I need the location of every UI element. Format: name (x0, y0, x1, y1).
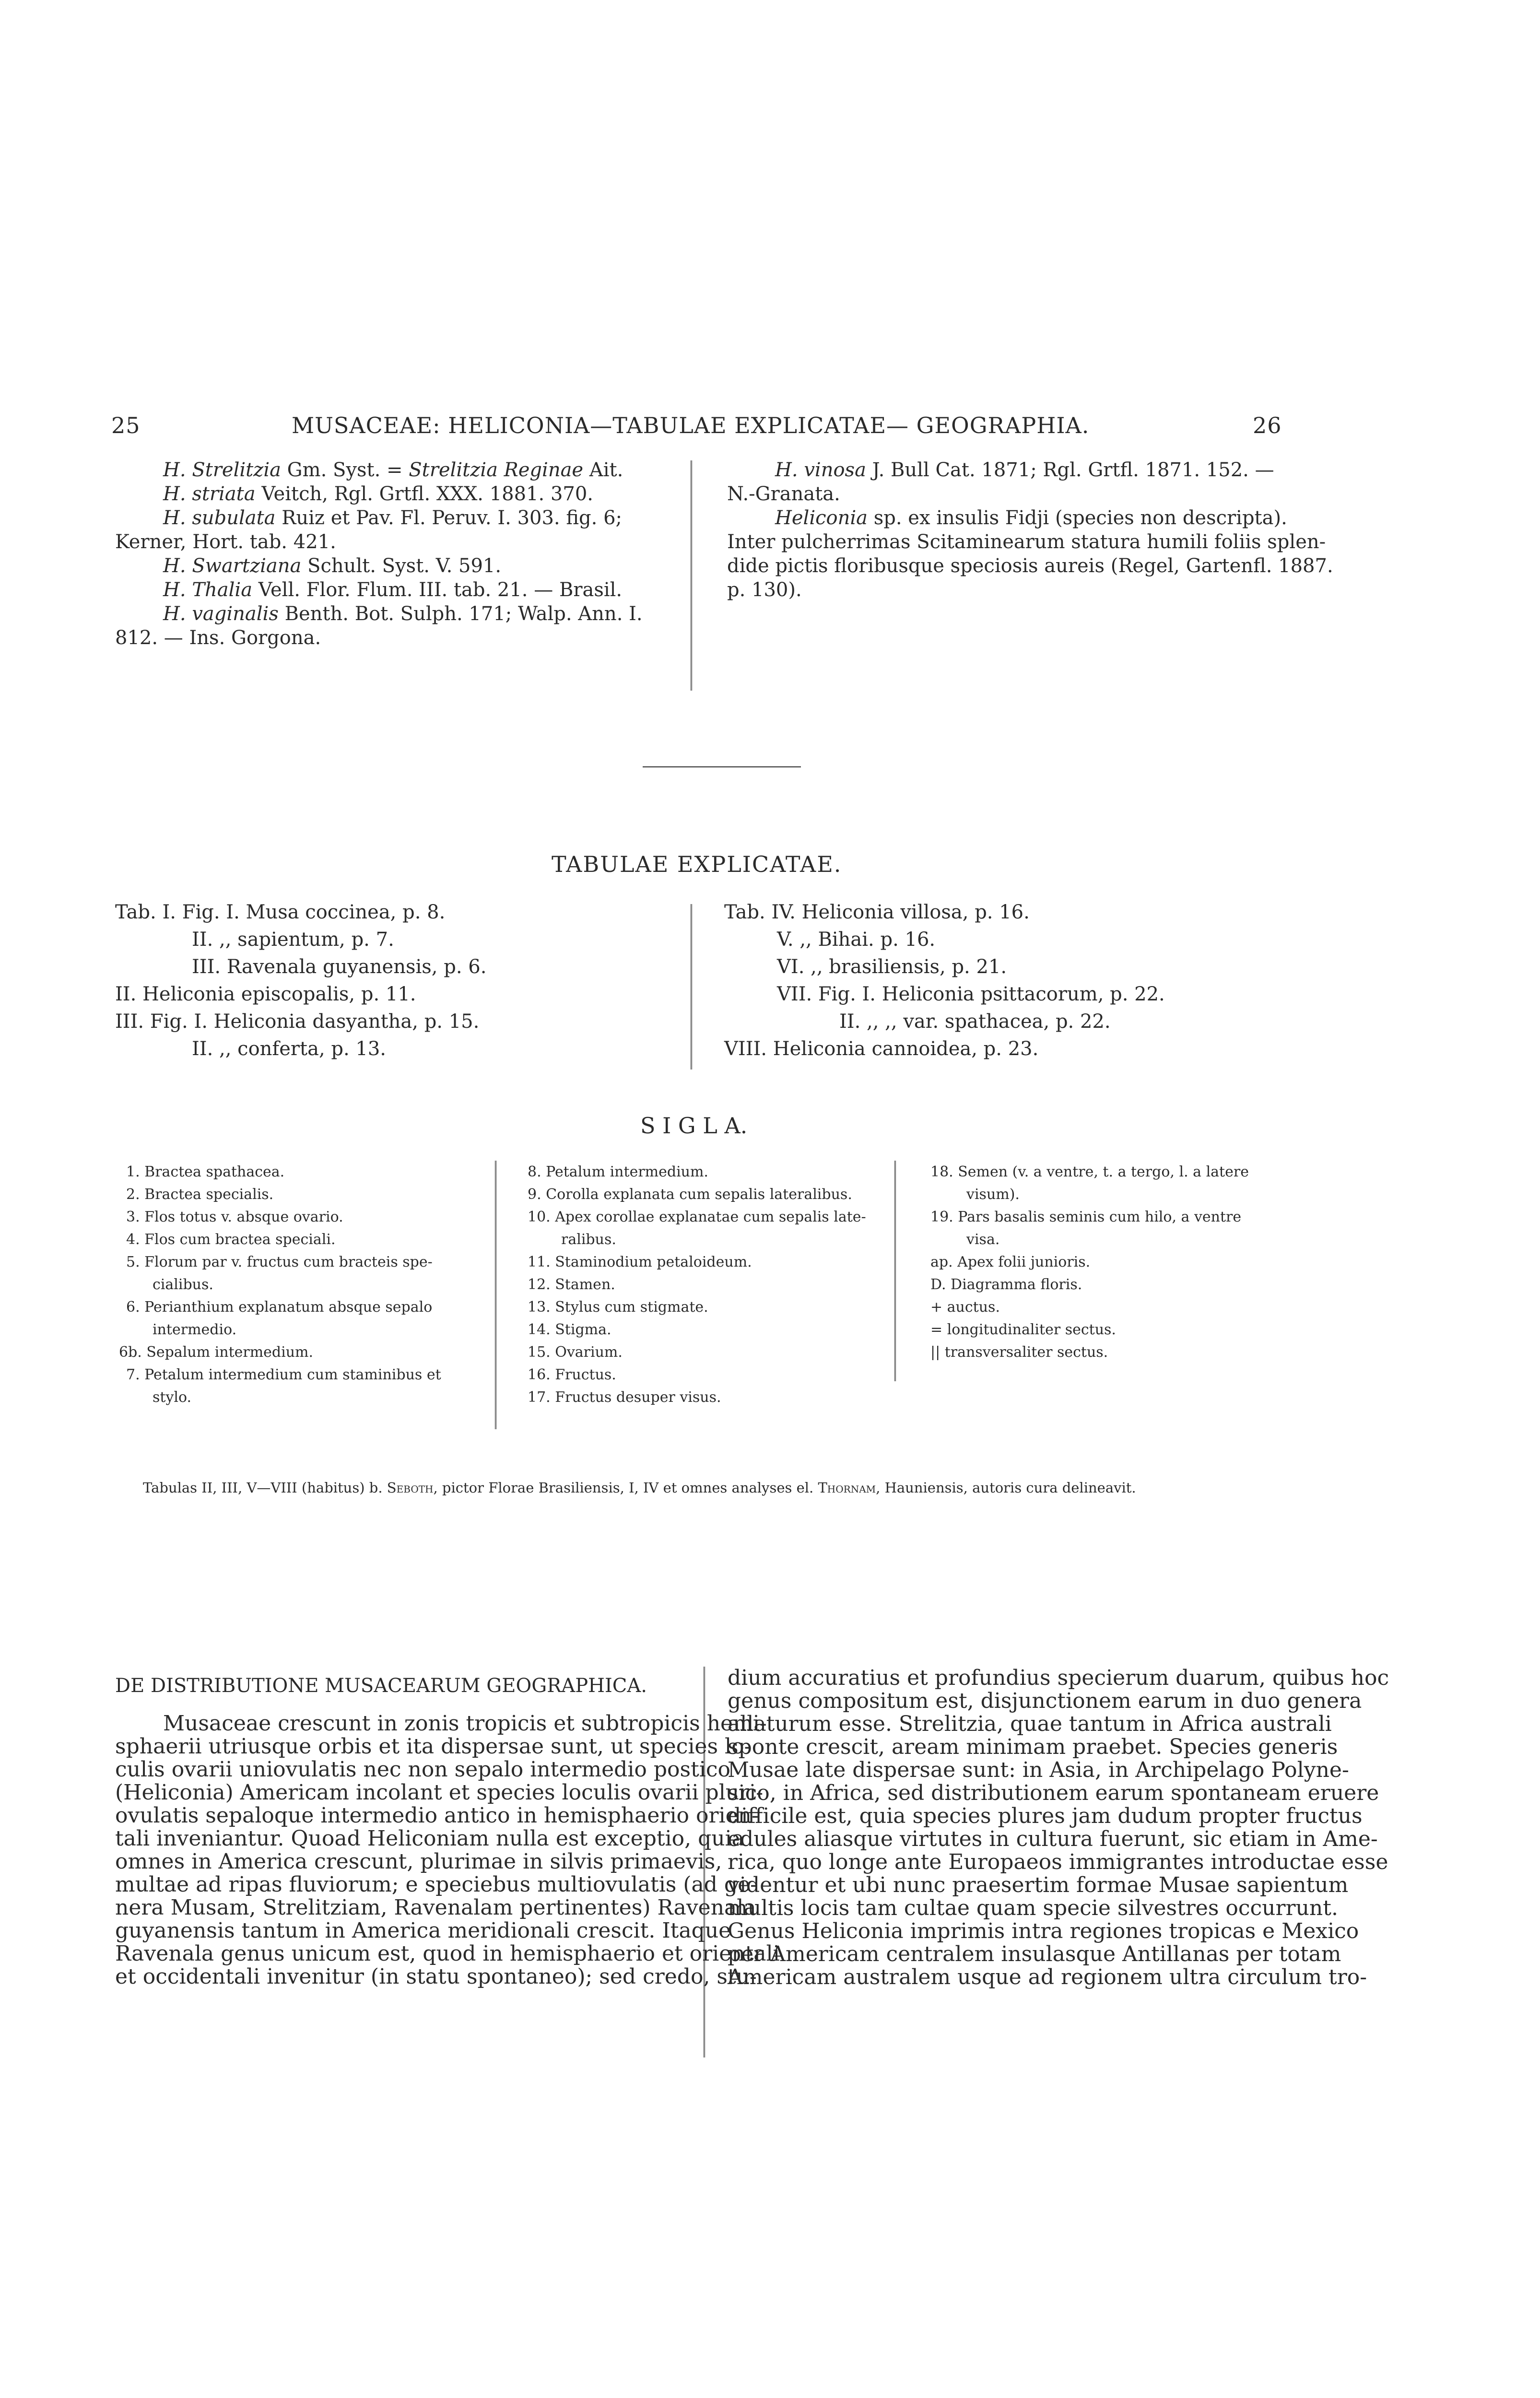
plate-entry: II. ,, conferta, p. 13. (192, 1038, 387, 1060)
synonym-line: dide pictis floribusque speciosis aureis (Regel, Gartenfl. 1887. (727, 555, 1333, 577)
sigla-item: D. Diagramma floris. (930, 1276, 1082, 1293)
synonym-line: H. Thalia Vell. Flor. Flum. III. tab. 21. — Brasil. (163, 579, 623, 601)
text-line: culis ovarii uniovulatis nec non sepalo intermedio postico (115, 1757, 730, 1782)
text-line: Genus Heliconia imprimis intra regiones tropicas e Mexico (728, 1919, 1359, 1943)
text-line: Americam australem usque ad regionem ultra circulum tro- (728, 1965, 1367, 1989)
text-line: Musae late dispersae sunt: in Asia, in Archipelago Polyne- (728, 1758, 1349, 1782)
text-line: per Americam centralem insulasque Antillanas per totam (728, 1942, 1341, 1966)
text-line: videntur et ubi nunc praesertim formae Musae sapientum (728, 1873, 1349, 1897)
plate-entry: II. ,, ,, var. spathacea, p. 22. (839, 1011, 1111, 1033)
page-number-right: 26 (1253, 412, 1282, 438)
plate-entry: III. Fig. I. Heliconia dasyantha, p. 15. (115, 1011, 480, 1033)
synonym-line: N.-Granata. (727, 483, 840, 505)
sigla-item: 6b. Sepalum intermedium. (119, 1344, 314, 1361)
text-line: Musaceae crescunt in zonis tropicis et subtropicis hemi- (163, 1711, 767, 1736)
sigla-item: 2. Bractea specialis. (126, 1186, 274, 1203)
sigla-item: 18. Semen (v. a ventre, t. a tergo, l. a latere (930, 1164, 1249, 1180)
sigla-item-cont: cialibus. (153, 1276, 213, 1293)
text-line: allaturum esse. Strelitzia, quae tantum in Africa australi (728, 1712, 1332, 1736)
text-line: sico, in Africa, sed distributionem earum spontaneam eruere (728, 1781, 1379, 1805)
sigla-item-cont: visa. (966, 1231, 1000, 1248)
sigla-item: 4. Flos cum bractea speciali. (126, 1231, 336, 1248)
plate-entry: II. Heliconia episcopalis, p. 11. (115, 983, 416, 1005)
sigla-item: 15. Ovarium. (528, 1344, 623, 1361)
plate-entry: Tab. I. Fig. I. Musa coccinea, p. 8. (115, 901, 446, 923)
text-line: multis locis tam cultae quam specie silvestres occurrunt. (728, 1896, 1338, 1920)
text-line: sphaerii utriusque orbis et ita dispersae sunt, ut species lo- (115, 1734, 752, 1759)
sigla-item: 1. Bractea spathacea. (126, 1164, 285, 1180)
synonym-line: Inter pulcherrimas Scitaminearum statura humili foliis splen- (727, 531, 1326, 553)
text-line: Ravenala genus unicum est, quod in hemisphaerio et orientali (115, 1941, 780, 1966)
sigla-item-cont: visum). (966, 1186, 1020, 1203)
text-line: tali inveniantur. Quoad Heliconiam nulla est exceptio, quia (115, 1826, 744, 1851)
text-line: rica, quo longe ante Europaeos immigrantes introductae esse (728, 1850, 1388, 1874)
synonym-line: 812. — Ins. Gorgona. (115, 627, 321, 649)
sigla-item: 8. Petalum intermedium. (528, 1164, 708, 1180)
sigla-item: 9. Corolla explanata cum sepalis lateralibus. (528, 1186, 852, 1203)
sigla-item: 7. Petalum intermedium cum staminibus et (126, 1366, 441, 1383)
sigla-item-cont: ralibus. (561, 1231, 616, 1248)
plate-entry: III. Ravenala guyanensis, p. 6. (192, 956, 487, 978)
plate-entry: VII. Fig. I. Heliconia psittacorum, p. 22. (777, 983, 1165, 1005)
text-line: nera Musam, Strelitziam, Ravenalam pertinentes) Ravenala (115, 1895, 756, 1920)
sigla-item: = longitudinaliter sectus. (930, 1321, 1116, 1338)
text-line: sponte crescit, aream minimam praebet. Species generis (728, 1735, 1338, 1759)
sigla-item: 10. Apex corollae explanatae cum sepalis late- (528, 1209, 866, 1225)
plate-entry: VIII. Heliconia cannoidea, p. 23. (724, 1038, 1039, 1060)
sigla-item: + auctus. (930, 1299, 1000, 1316)
sigla-item-cont: stylo. (153, 1389, 192, 1406)
sigla-heading: S I G L A. (640, 1113, 748, 1139)
text-line: et occidentali invenitur (in statu spontaneo); sed credo, stu- (115, 1964, 757, 1989)
sigla-item: 19. Pars basalis seminis cum hilo, a ventre (930, 1209, 1242, 1225)
sigla-item: 17. Fructus desuper visus. (528, 1389, 721, 1406)
text-line: difficile est, quia species plures jam dudum propter fructus (728, 1804, 1363, 1828)
synonym-line: Kerner, Hort. tab. 421. (115, 531, 336, 553)
synonym-line: p. 130). (727, 579, 802, 601)
column-divider (691, 904, 692, 1070)
text-line: ovulatis sepaloque intermedio antico in hemisphaerio orien- (115, 1803, 759, 1828)
text-line: multae ad ripas fluviorum; e speciebus multiovulatis (ad ge- (115, 1872, 757, 1897)
plate-entry: II. ,, sapientum, p. 7. (192, 929, 394, 951)
sigla-item: 11. Staminodium petaloideum. (528, 1254, 752, 1270)
synonym-line: H. subulata Ruiz et Pav. Fl. Peruv. I. 303. fig. 6; (163, 507, 622, 529)
sigla-item: 3. Flos totus v. absque ovario. (126, 1209, 343, 1225)
plate-entry: Tab. IV. Heliconia villosa, p. 16. (724, 901, 1030, 923)
sigla-item: 12. Stamen. (528, 1276, 615, 1293)
sigla-item: 5. Florum par v. fructus cum bracteis spe- (126, 1254, 433, 1270)
plate-entry: VI. ,, brasiliensis, p. 21. (777, 956, 1007, 978)
page-number-left: 25 (111, 412, 141, 438)
plate-entry: V. ,, Bihai. p. 16. (777, 929, 936, 951)
column-divider (704, 1667, 705, 2057)
text-line: dium accuratius et profundius specierum duarum, quibus hoc (728, 1666, 1389, 1690)
column-divider (495, 1161, 496, 1429)
column-divider (894, 1161, 896, 1381)
sigla-item: 6. Perianthium explanatum absque sepalo (126, 1299, 433, 1316)
text-line: guyanensis tantum in America meridionali crescit. Itaque (115, 1918, 731, 1943)
sigla-item: 16. Fructus. (528, 1366, 616, 1383)
sigla-item-cont: intermedio. (153, 1321, 237, 1338)
plate-credits: Tabulas II, III, V—VIII (habitus) b. Seboth, pictor Florae Brasiliensis, I, IV et omnes analyses el. Thornam, Hauniensis, autoris cura delineavit. (143, 1480, 1136, 1496)
sigla-item: 13. Stylus cum stigmate. (528, 1299, 708, 1316)
text-line: (Heliconia) Americam incolant et species loculis ovarii pluri- (115, 1780, 764, 1805)
text-line: omnes in America crescunt, plurimae in silvis primaevis, (115, 1849, 722, 1874)
synonym-line: Heliconia sp. ex insulis Fidji (species non descripta). (775, 507, 1287, 529)
synonym-line: H. striata Veitch, Rgl. Grtfl. XXX. 1881. 370. (163, 483, 594, 505)
synonym-line: H. vinosa J. Bull Cat. 1871; Rgl. Grtfl. 1871. 152. — (775, 459, 1274, 481)
tabulae-heading: TABULAE EXPLICATAE. (552, 851, 842, 877)
synonym-line: H. Strelitzia Gm. Syst. = Strelitzia Reginae Ait. (163, 459, 623, 481)
synonym-line: H. vaginalis Benth. Bot. Sulph. 171; Walp. Ann. I. (163, 603, 643, 625)
sigla-item: 14. Stigma. (528, 1321, 611, 1338)
distribution-heading: DE DISTRIBUTIONE MUSACEARUM GEOGRAPHICA. (115, 1675, 647, 1697)
sigla-item: || transversaliter sectus. (930, 1344, 1108, 1361)
running-head-title: MUSACEAE: HELICONIA—TABULAE EXPLICATAE— GEOGRAPHIA. (292, 412, 1090, 438)
synonym-line: H. Swartziana Schult. Syst. V. 591. (163, 555, 502, 577)
sigla-item: ap. Apex folii junioris. (930, 1254, 1091, 1270)
text-line: genus compositum est, disjunctionem earum in duo genera (728, 1689, 1362, 1713)
column-divider (691, 460, 692, 691)
text-line: edules aliasque virtutes in cultura fuerunt, sic etiam in Ame- (728, 1827, 1378, 1851)
section-separator (643, 766, 801, 767)
